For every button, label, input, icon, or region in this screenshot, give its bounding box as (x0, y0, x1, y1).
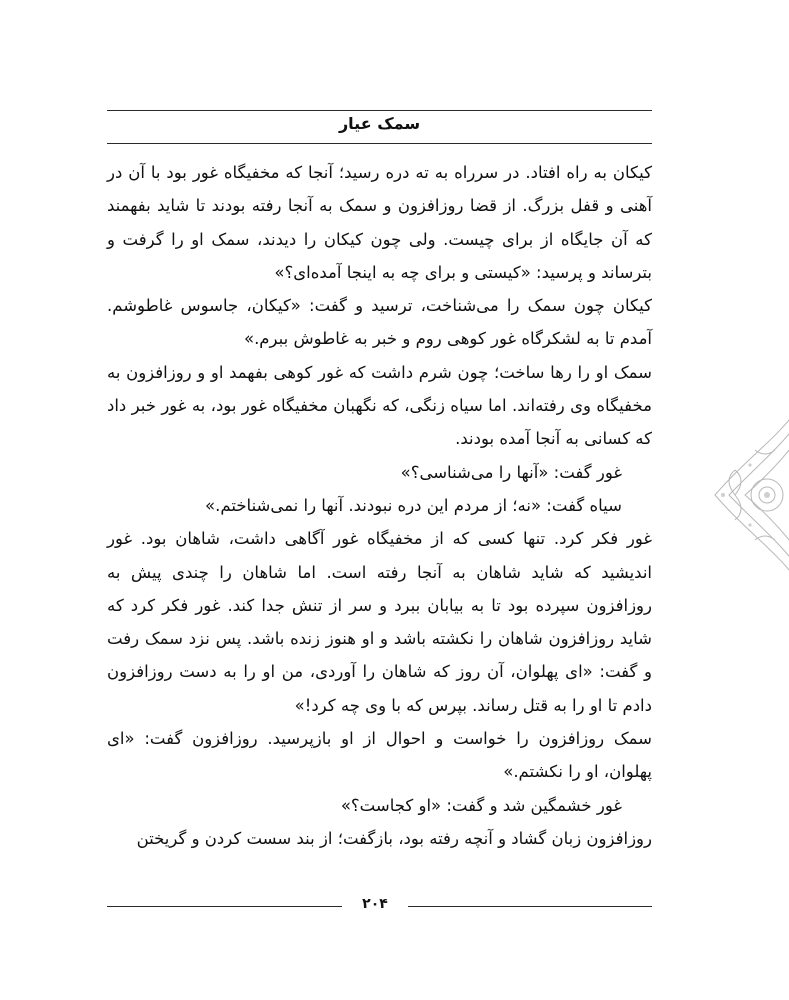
paragraph: سیاه گفت: «نه؛ از مردم این دره نبودند. آنها را نمی‌شناختم.» (205, 495, 622, 515)
header-rule-top (107, 110, 652, 111)
body-text (107, 156, 652, 855)
paragraph: روزافزون زبان گشاد و آنچه رفته بود، بازگفت؛ از بند سست کردن و گریختن (136, 828, 652, 848)
paragraph: غور گفت: «آنها را می‌شناسی؟» (400, 462, 622, 482)
ornament-icon (705, 410, 789, 580)
paragraph: کیکان چون سمک را می‌شناخت، ترسید و گفت: «کیکان، جاسوس غاطوشم. آمدم تا به لشکرگاه غور کوهی روم و خبر به غاطوش ببرم.» (107, 296, 652, 349)
footer-rule-right (408, 906, 652, 907)
paragraph: غور خشمگین شد و گفت: «او کجاست؟» (340, 795, 622, 815)
paragraph: غور فکر کرد. تنها کسی که از مخفیگاه غور آگاهی داشت، شاهان بود. غور اندیشید که شاید شاهان به آنجا رفته است. اما شاهان را چندی پیش به روزافزون سپرده بود تا به بیابان ببرد و سر از تنش جدا کند. غور فکر کرد که شاید روزافزون شاهان را نکشته باشد و او هنوز زنده باشد. پس نزد سمک رفت و گفت: «ای پهلوان، آن روز که شاهان را آوردی، من او را به دست روزافزون دادم تا او را به قتل رساند. بپرس که با وی چه کرد!» (107, 529, 652, 715)
page-number: ۲۰۴ (362, 896, 388, 912)
paragraph: کیکان به راه افتاد. در سرراه به ته دره رسید؛ آنجا که مخفیگاه غور بود با آن در آهنی و قفل بزرگ. از قضا روزافزون و سمک به آنجا رفته بودند تا شاید بفهمند که آن جایگاه از برای چیست. ولی چون کیکان را دیدند، سمک او را گرفت و بترساند و پرسید: «کیستی و برای چه به اینجا آمده‌ای؟» (107, 163, 652, 282)
running-title: سمک عیار (338, 114, 421, 133)
footer-rule-left (107, 906, 342, 907)
header-rule-bottom (107, 143, 652, 144)
paragraph: سمک روزافزون را خواست و احوال از او بازپرسید. روزافزون گفت: «ای پهلوان، او را نکشتم.» (107, 729, 652, 782)
paragraph: سمک او را رها ساخت؛ چون شرم داشت که غور کوهی بفهمد او و روزافزون به مخفیگاه وی رفته‌اند. اما سیاه زنگی، که نگهبان مخفیگاه غور بود، به غور خبر داد که کسانی به آنجا آمده بودند. (107, 362, 652, 449)
